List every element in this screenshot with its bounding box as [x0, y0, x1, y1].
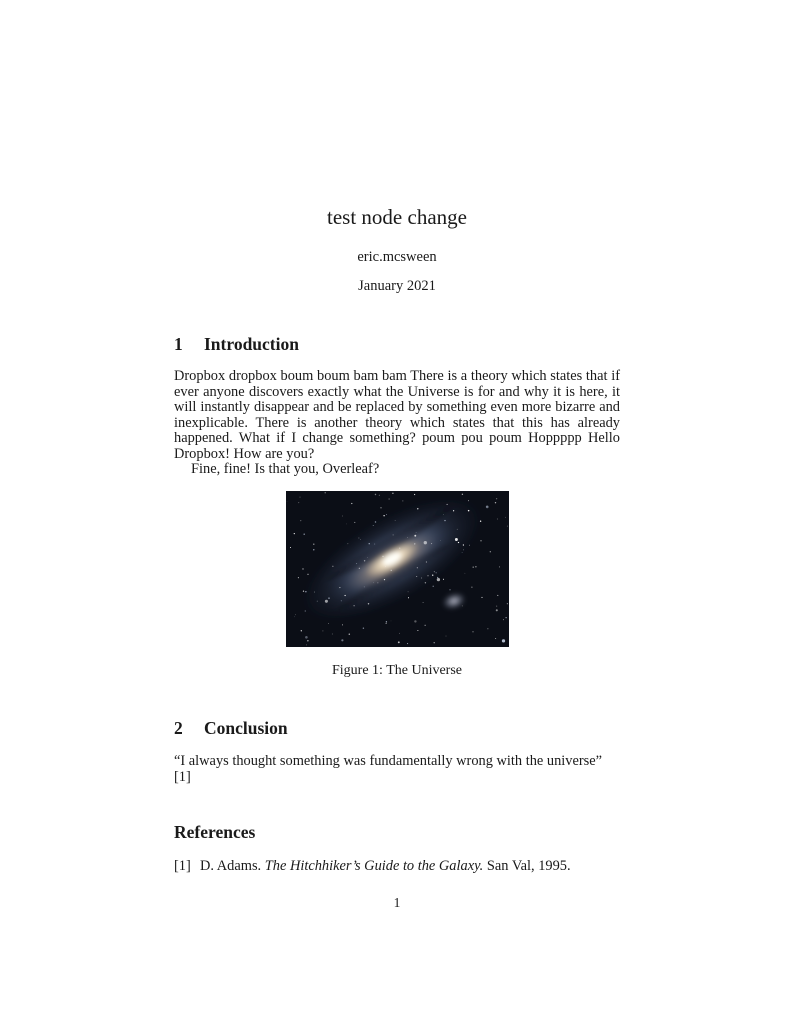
text-column — [174, 0, 620, 874]
andromeda-galaxy-photo — [286, 491, 509, 647]
section-title: Introduction — [204, 334, 299, 354]
document-title: test node change — [327, 205, 467, 229]
section-number: 1 — [174, 334, 183, 354]
document-date: January 2021 — [358, 278, 436, 294]
document-author: eric.mcsween — [357, 249, 437, 265]
references-heading: References — [174, 821, 256, 842]
reference-publisher: San Val, 1995. — [486, 857, 571, 874]
section-number: 2 — [174, 717, 183, 738]
section-title: Conclusion — [204, 717, 288, 738]
section-heading-conclusion — [174, 718, 620, 738]
reference-author: D. Adams. — [200, 857, 262, 874]
figure-caption: Figure 1: The Universe — [332, 662, 462, 678]
section-heading-introduction — [174, 334, 620, 354]
conclusion-quote: “I always thought something was fundamentally wrong with the universe” [1] — [174, 752, 603, 785]
reference-label: [1] — [174, 857, 191, 874]
reference-entry — [174, 858, 620, 874]
reference-text — [200, 858, 571, 874]
figure-block — [174, 491, 620, 647]
introduction-paragraph: Dropbox dropbox boum boum bam bam There is a theory which states that if ever anyone discovers exactly what the Universe is for and why it is here, it will instantly disappear and be replaced by something even more bizarre and inexplicable. There is another theory which states that this has already happened. What if I change something? poum pou poum Hoppppp Hello Dropbox! How are you? — [174, 368, 620, 462]
introduction-paragraph-2: Fine, fine! Is that you, Overleaf? — [191, 461, 380, 477]
page-number: 1 — [393, 895, 401, 910]
reference-title: The Hitchhiker’s Guide to the Galaxy. — [264, 857, 484, 874]
